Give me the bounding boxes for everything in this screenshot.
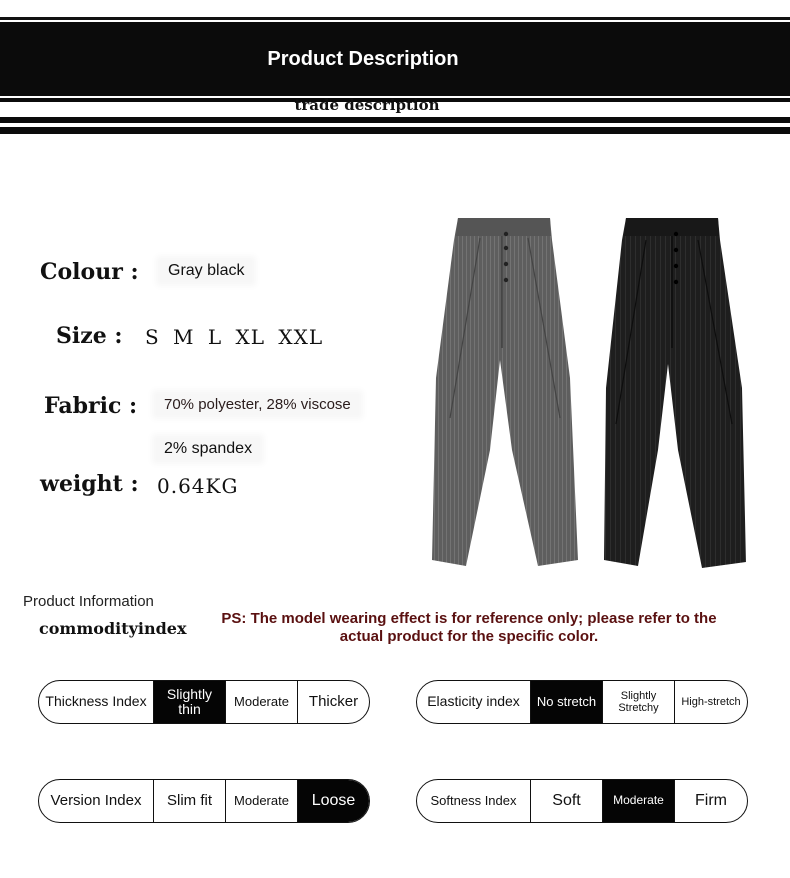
size-label: Size :	[56, 323, 123, 349]
version-option-loose: Loose	[297, 780, 369, 822]
header-stripe	[0, 127, 790, 134]
fabric-value-secondary: 2% spandex	[156, 438, 260, 460]
thickness-option-thicker: Thicker	[297, 681, 369, 723]
gray-pants-image	[432, 218, 578, 566]
header-stripe	[0, 117, 790, 123]
elasticity-index-label: Elasticity index	[427, 693, 520, 710]
thickness-index-label: Thickness Index	[45, 693, 147, 710]
softness-index	[416, 779, 748, 823]
weight-value: 0.64KG	[157, 474, 239, 498]
colour-value: Gray black	[160, 260, 252, 282]
black-pants-image	[604, 218, 746, 568]
softness-option-firm: Firm	[674, 780, 747, 822]
fabric-label: Fabric :	[44, 393, 138, 419]
fabric-value-primary: 70% polyester, 28% viscose	[156, 394, 359, 415]
product-images	[410, 188, 760, 578]
thickness-option-slightly-thin: Slightly thin	[153, 681, 225, 723]
softness-index-label: Softness Index	[430, 792, 517, 808]
weight-label: weight :	[40, 471, 139, 497]
thickness-index	[38, 680, 370, 724]
elasticity-option-slightly-stretchy: Slightly Stretchy	[602, 681, 674, 723]
colour-label: Colour :	[40, 259, 139, 285]
version-index-label: Version Index	[50, 791, 142, 809]
version-index	[38, 779, 370, 823]
softness-option-soft: Soft	[530, 780, 602, 822]
softness-option-moderate: Moderate	[602, 780, 674, 822]
elasticity-option-high-stretch: High-stretch	[674, 681, 747, 723]
thickness-option-moderate: Moderate	[225, 681, 297, 723]
header-top-line	[0, 17, 790, 20]
page-subtitle: trade description	[294, 96, 440, 114]
version-option-slim-fit: Slim fit	[153, 780, 225, 822]
elasticity-option-no-stretch: No stretch	[530, 681, 602, 723]
elasticity-index	[416, 680, 748, 724]
page-title: Product Description	[267, 48, 459, 70]
ps-note: PS: The model wearing effect is for reference only; please refer to the actual product for the specific color.	[221, 610, 717, 645]
commodity-index-title: commodityindex	[39, 619, 187, 638]
product-information-title: Product Information	[23, 593, 154, 610]
version-option-moderate: Moderate	[225, 780, 297, 822]
size-value: S M L XL XXL	[145, 325, 324, 349]
